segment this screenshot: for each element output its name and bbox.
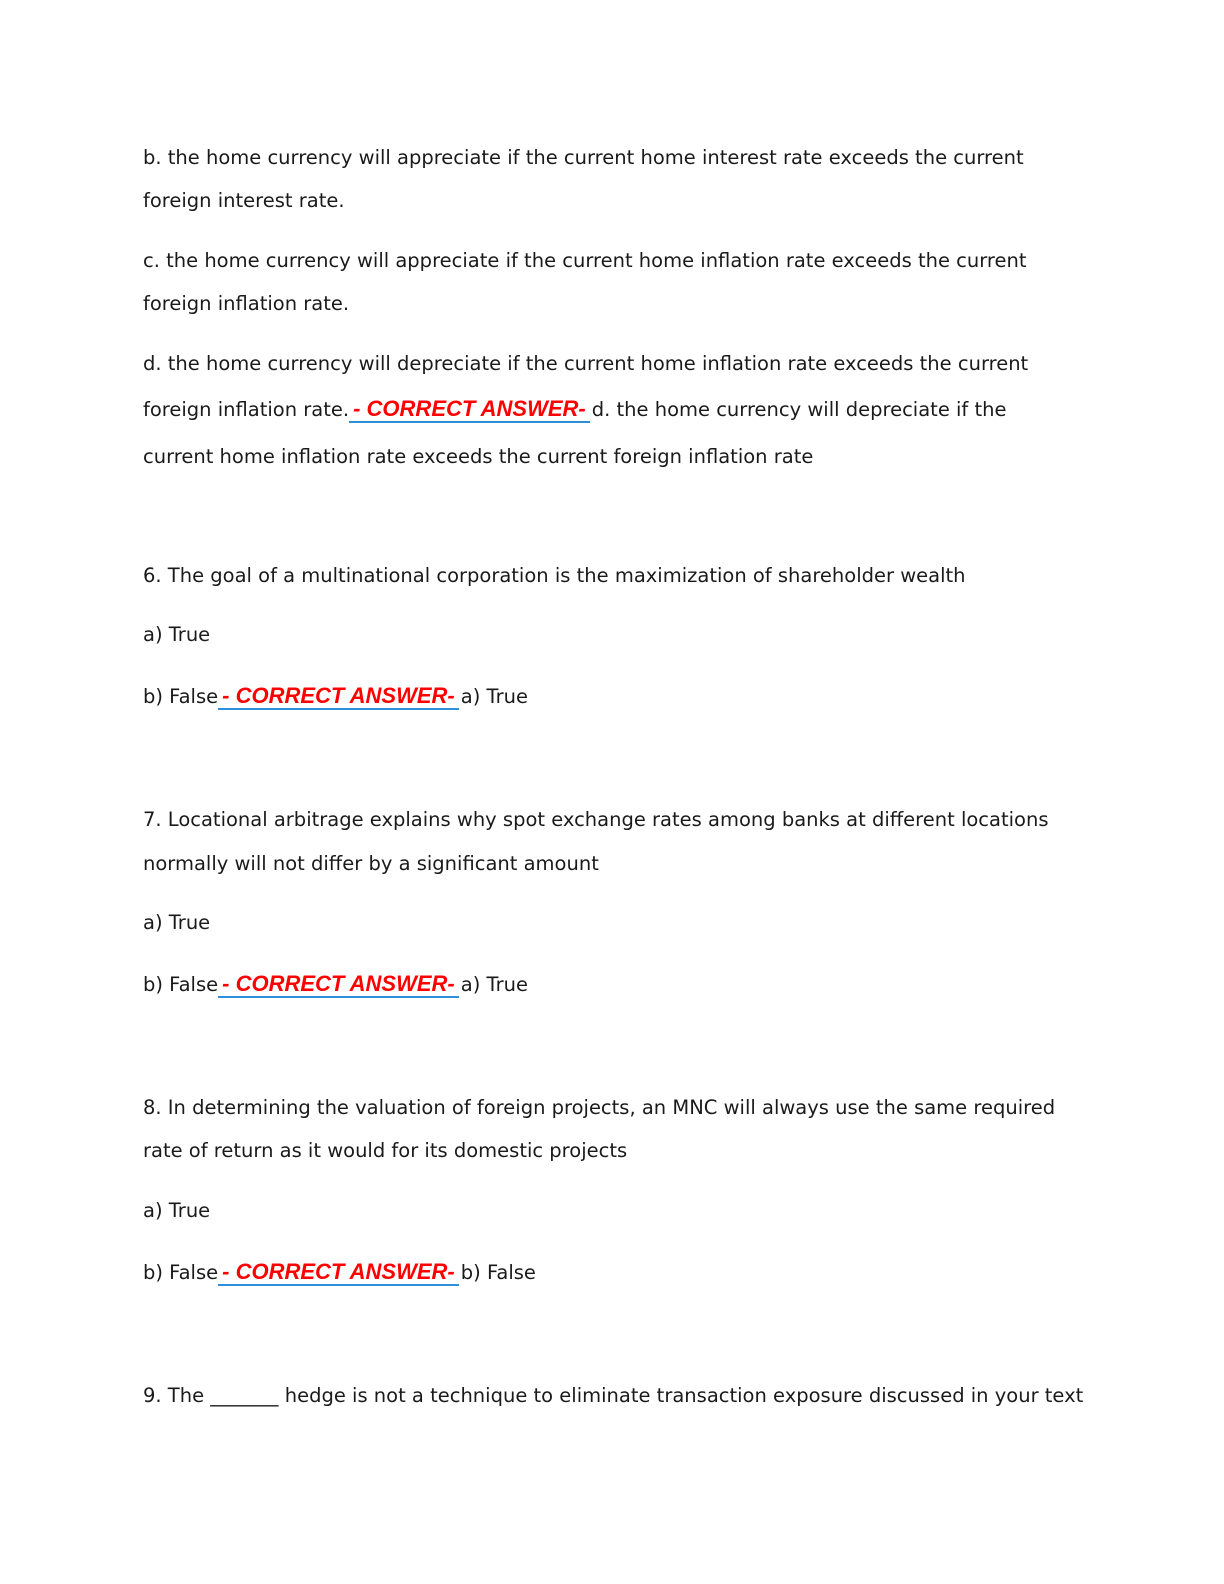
q8-question-line2: rate of return as it would for its domestic projects xyxy=(143,1139,628,1162)
q5-option-b-line2: foreign interest rate. xyxy=(143,189,345,212)
q5-option-d-line2: foreign inflation rate. xyxy=(143,398,350,421)
q6-answer-text: a) True xyxy=(460,685,528,708)
q7-option-a: a) True xyxy=(143,911,211,934)
q5-option-c-line1: c. the home currency will appreciate if the current home inflation rate exceeds the current xyxy=(143,249,1027,272)
q8-option-b: b) False xyxy=(143,1261,219,1284)
correct-answer-label: - CORRECT ANSWER- xyxy=(353,396,586,421)
q5-answer-line3: current home inflation rate exceeds the current foreign inflation rate xyxy=(143,445,814,468)
q5-option-b-line1: b. the home currency will appreciate if the current home interest rate exceeds the current xyxy=(143,146,1024,169)
correct-answer-marker xyxy=(218,684,459,710)
q5-option-d-line1: d. the home currency will depreciate if the current home inflation rate exceeds the current xyxy=(143,352,1029,375)
correct-answer-label: - CORRECT ANSWER- xyxy=(222,683,455,708)
correct-answer-marker xyxy=(218,1260,459,1286)
q5-answer-line xyxy=(143,397,1007,423)
q7-answer-text: a) True xyxy=(460,973,528,996)
correct-answer-marker xyxy=(218,972,459,998)
q6-option-a: a) True xyxy=(143,623,211,646)
q9-question: 9. The _______ hedge is not a technique to eliminate transaction exposure discussed in your text xyxy=(143,1384,1084,1407)
q5-answer-text: d. the home currency will depreciate if the xyxy=(591,398,1007,421)
q7-question-line2: normally will not differ by a significant amount xyxy=(143,852,599,875)
q7-option-b: b) False xyxy=(143,973,219,996)
q5-option-c-line2: foreign inflation rate. xyxy=(143,292,350,315)
q8-answer-line xyxy=(143,1260,536,1286)
q6-answer-line xyxy=(143,684,528,710)
q8-answer-text: b) False xyxy=(460,1261,536,1284)
q8-option-a: a) True xyxy=(143,1199,211,1222)
q7-answer-line xyxy=(143,972,528,998)
q8-question-line1: 8. In determining the valuation of foreign projects, an MNC will always use the same required xyxy=(143,1096,1056,1119)
correct-answer-marker xyxy=(349,397,590,423)
q7-question-line1: 7. Locational arbitrage explains why spot exchange rates among banks at different locations xyxy=(143,808,1049,831)
correct-answer-label: - CORRECT ANSWER- xyxy=(222,971,455,996)
correct-answer-label: - CORRECT ANSWER- xyxy=(222,1259,455,1284)
q6-option-b: b) False xyxy=(143,685,219,708)
q6-question: 6. The goal of a multinational corporation is the maximization of shareholder wealth xyxy=(143,564,966,587)
